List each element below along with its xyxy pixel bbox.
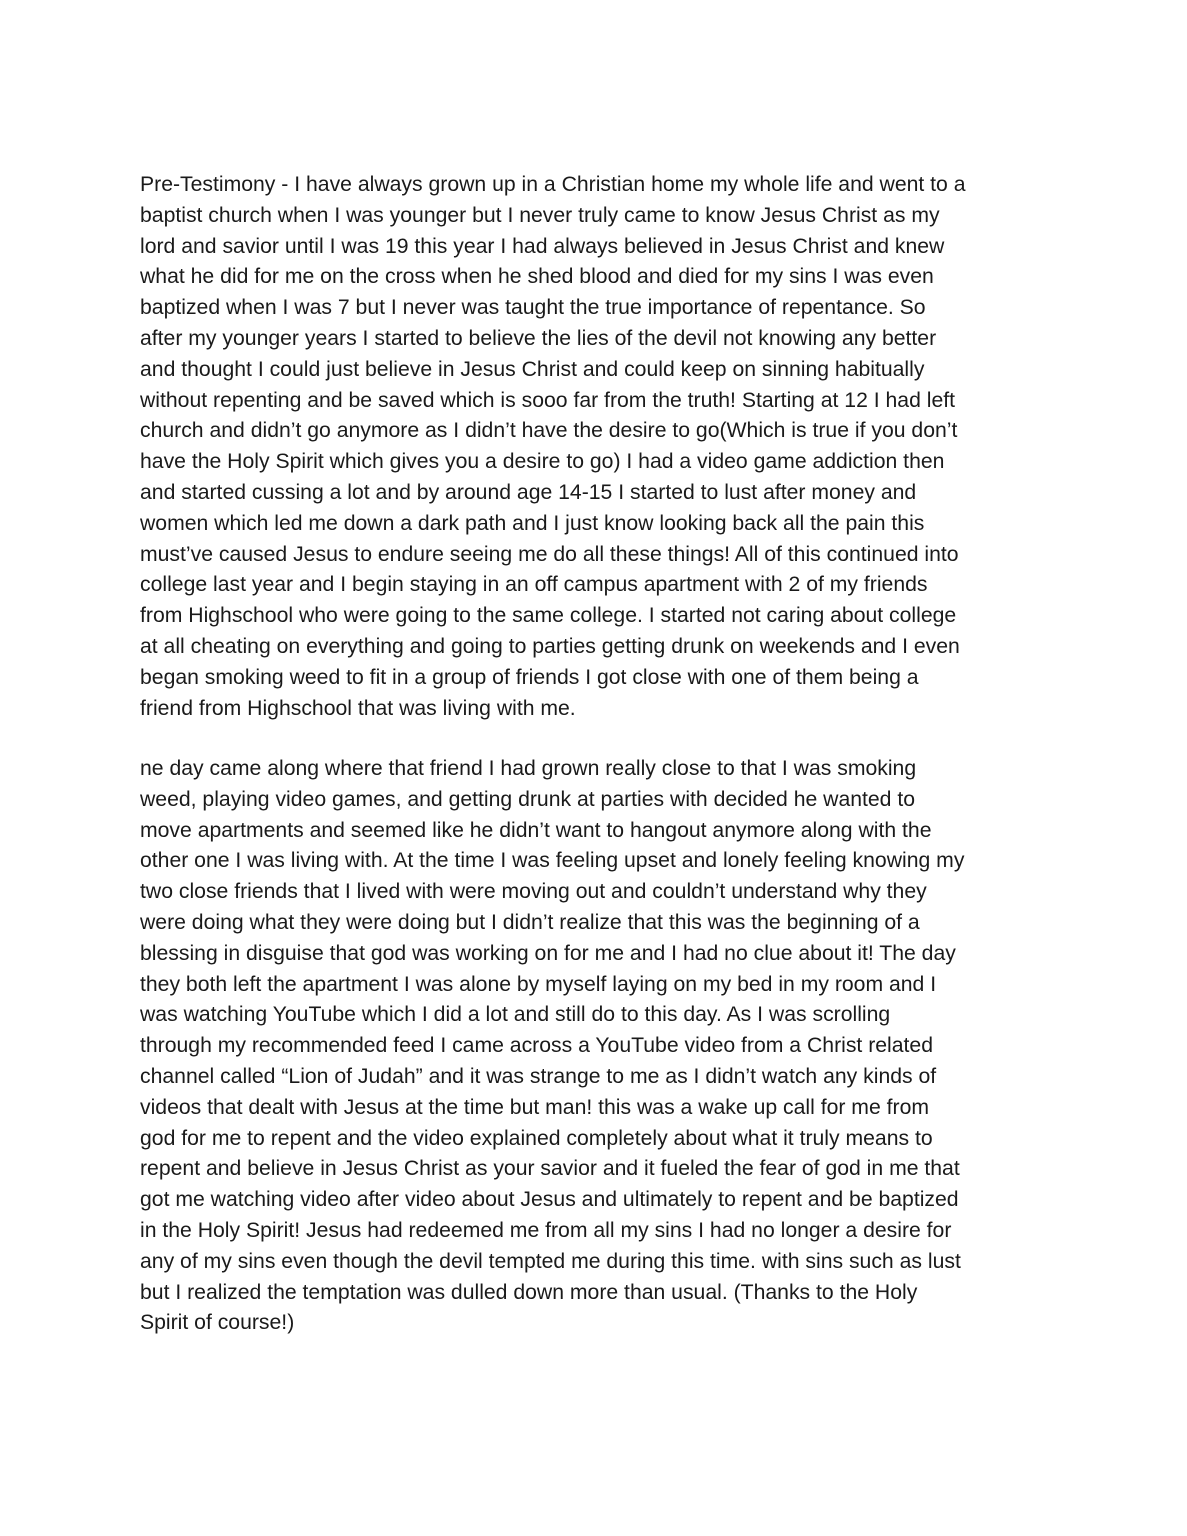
text-line: and started cussing a lot and by around age 14-15 I started to lust after money and: [140, 480, 917, 504]
text-line: videos that dealt with Jesus at the time but man! this was a wake up call for me from: [140, 1095, 930, 1119]
text-line: Spirit of course!): [140, 1311, 295, 1335]
text-line: two close friends that I lived with were moving out and couldn’t understand why they: [140, 880, 927, 904]
text-line: other one I was living with. At the time I was feeling upset and lonely feeling knowing my: [140, 849, 965, 873]
text-line: blessing in disguise that god was working on for me and I had no clue about it! The day: [140, 941, 956, 965]
text-line: lord and savior until I was 19 this year I had always believed in Jesus Christ and knew: [140, 234, 945, 258]
text-line: from Highschool who were going to the same college. I started not caring about college: [140, 604, 957, 628]
text-line: god for me to repent and the video explained completely about what it truly means to: [140, 1126, 933, 1150]
text-line: friend from Highschool that was living with me.: [140, 696, 576, 720]
text-line: weed, playing video games, and getting drunk at parties with decided he wanted to: [140, 787, 916, 811]
text-line: they both left the apartment I was alone by myself laying on my bed in my room and I: [140, 972, 937, 996]
text-line: without repenting and be saved which is sooo far from the truth! Starting at 12 I had left: [140, 388, 956, 412]
text-line: baptized when I was 7 but I never was taught the true importance of repentance. So: [140, 296, 926, 320]
text-line: must’ve caused Jesus to endure seeing me do all these things! All of this continued into: [140, 542, 959, 566]
text-line: church and didn’t go anymore as I didn’t have the desire to go(Which is true if you don’t: [140, 419, 958, 443]
text-line: Pre-Testimony - I have always grown up in a Christian home my whole life and went to a: [140, 173, 966, 196]
text-line: were doing what they were doing but I didn’t realize that this was the beginning of a: [140, 910, 920, 934]
text-line: but I realized the temptation was dulled down more than usual. (Thanks to the Holy: [140, 1280, 918, 1304]
text-line: got me watching video after video about Jesus and ultimately to repent and be baptized: [140, 1188, 959, 1212]
paragraph-pre-testimony: [140, 170, 1100, 724]
text-line: what he did for me on the cross when he shed blood and died for my sins I was even: [140, 265, 934, 289]
text-line: women which led me down a dark path and I just know looking back all the pain this: [140, 511, 925, 535]
text-line: channel called “Lion of Judah” and it was strange to me as I didn’t watch any kinds of: [140, 1064, 937, 1088]
text-line: and thought I could just believe in Jesus Christ and could keep on sinning habitually: [140, 357, 925, 381]
text-line: any of my sins even though the devil tempted me during this time. with sins such as lust: [140, 1249, 961, 1273]
text-line: at all cheating on everything and going to parties getting drunk on weekends and I even: [140, 634, 960, 658]
text-line: move apartments and seemed like he didn’t want to hangout anymore along with the: [140, 818, 932, 842]
text-line: baptist church when I was younger but I never truly came to know Jesus Christ as my: [140, 203, 940, 227]
text-line: in the Holy Spirit! Jesus had redeemed me from all my sins I had no longer a desire for: [140, 1218, 952, 1242]
paragraph-testimony: [140, 754, 1100, 1339]
text-line: repent and believe in Jesus Christ as your savior and it fueled the fear of god in me that: [140, 1157, 960, 1181]
text-line: have the Holy Spirit which gives you a desire to go) I had a video game addiction then: [140, 450, 945, 474]
text-line: through my recommended feed I came across a YouTube video from a Christ related: [140, 1034, 933, 1058]
text-line: ne day came along where that friend I had grown really close to that I was smoking: [140, 757, 917, 780]
text-line: college last year and I begin staying in an off campus apartment with 2 of my friends: [140, 573, 928, 597]
text-line: after my younger years I started to believe the lies of the devil not knowing any better: [140, 326, 937, 350]
text-line: began smoking weed to fit in a group of friends I got close with one of them being a: [140, 665, 919, 689]
text-line: was watching YouTube which I did a lot and still do to this day. As I was scrolling: [140, 1003, 891, 1027]
